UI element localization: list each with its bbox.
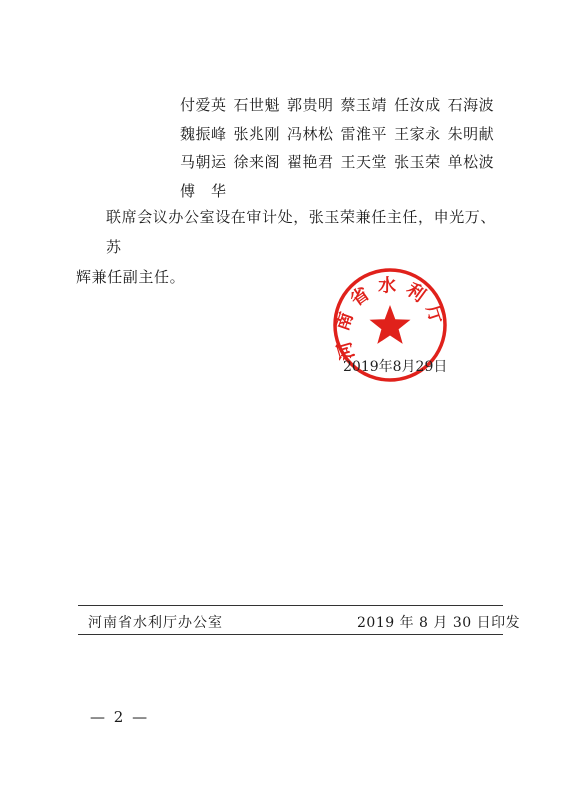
- member-name: 王天堂: [340, 153, 388, 171]
- member-name: 张玉荣: [394, 153, 441, 171]
- member-name: 单松波: [447, 153, 495, 171]
- member-name: 石海波: [447, 96, 495, 114]
- name-row-3: [180, 151, 501, 175]
- paragraph-line-2: 辉兼任副主任。: [76, 268, 186, 286]
- name-row-1: [180, 94, 501, 118]
- member-name: 张兆刚: [233, 125, 281, 143]
- page-number: — 2 —: [90, 708, 150, 726]
- member-name: 马朝运: [180, 153, 227, 171]
- name-row-4: [180, 180, 234, 204]
- member-name: 雷淮平: [340, 125, 388, 143]
- member-name: 魏振峰: [180, 125, 227, 143]
- signature-date: 2019年8月29日: [343, 359, 448, 375]
- member-name: 郭贵明: [287, 96, 334, 114]
- member-name: 冯林松: [287, 125, 334, 143]
- star-icon: [370, 305, 411, 344]
- paragraph-line-1: 联席会议办公室设在审计处，张玉荣兼任主任，申光万、苏: [106, 208, 497, 256]
- footer-issuer: 河南省水利厅办公室: [88, 615, 223, 631]
- member-name: 王家永: [394, 125, 441, 143]
- name-row-2: [180, 123, 501, 147]
- member-name: 朱明献: [447, 125, 495, 143]
- member-name: 付爱英: [180, 96, 227, 114]
- member-name: 徐来阁: [233, 153, 281, 171]
- seal-text-path: 河南省水利厅: [331, 275, 450, 363]
- footer-print-date: 2019 年 8 月 30 日印发: [357, 615, 521, 631]
- member-name: 傅 华: [180, 182, 227, 200]
- footer-bottom-rule: [78, 634, 503, 635]
- member-name: 蔡玉靖: [340, 96, 388, 114]
- footer-top-rule: [78, 605, 503, 606]
- member-name: 任汝成: [394, 96, 441, 114]
- member-name: 石世魁: [233, 96, 281, 114]
- member-name: 翟艳君: [287, 153, 334, 171]
